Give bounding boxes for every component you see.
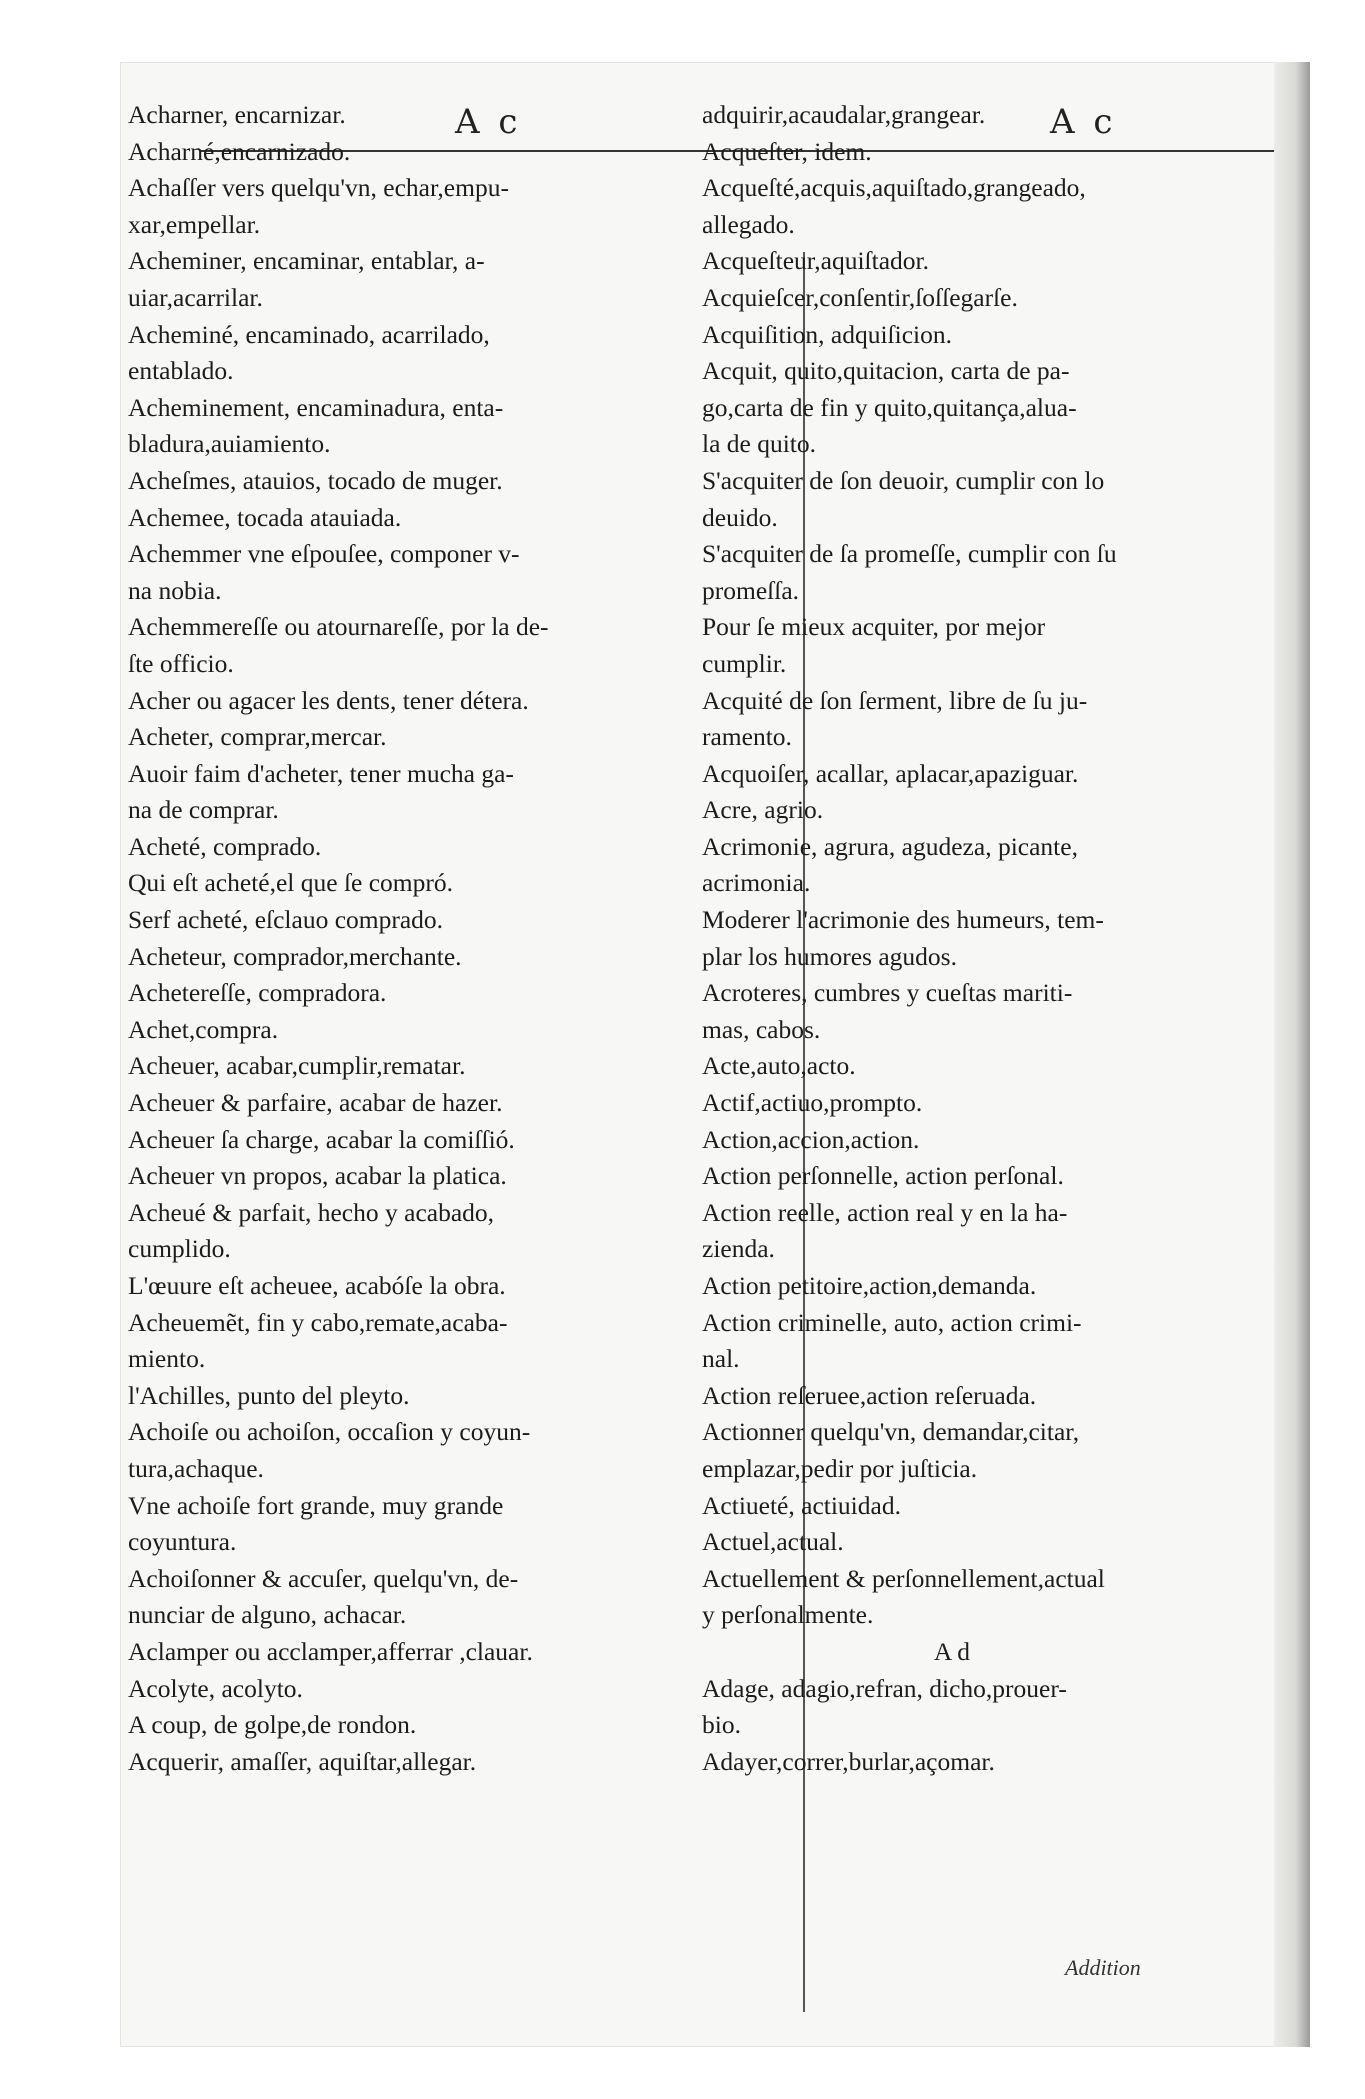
dictionary-line: entablado. (128, 356, 234, 386)
dictionary-line: Acheminer, encaminar, entablar, a- (128, 246, 485, 276)
dictionary-line: Achaſſer vers quelqu'vn, echar,empu- (128, 173, 509, 203)
dictionary-line: bladura,auiamiento. (128, 429, 331, 459)
dictionary-line: Acheué & parfait, hecho y acabado, (128, 1197, 495, 1227)
dictionary-line: Actif,actiuo,prompto. (702, 1088, 923, 1118)
dictionary-line: Actuel,actual. (702, 1527, 844, 1557)
dictionary-line: Achoiſonner & accuſer, quelqu'vn, de- (128, 1563, 519, 1593)
catchword: Addition (1065, 1955, 1141, 1980)
dictionary-line: L'œuure eſt acheuee, acabóſe la obra. (128, 1271, 506, 1300)
dictionary-line: Acharner, encarnizar. (128, 100, 346, 129)
dictionary-line: Acheté, comprado. (128, 831, 322, 861)
dictionary-line: Serf acheté, eſclauo comprado. (128, 905, 444, 935)
dictionary-line: promeſſa. (702, 575, 800, 605)
dictionary-line: allegado. (702, 209, 795, 239)
dictionary-line: Acre, agrio. (702, 795, 824, 825)
dictionary-line: Action,accion,action. (702, 1124, 920, 1154)
dictionary-line: nunciar de alguno, achacar. (128, 1600, 407, 1630)
dictionary-line: miento. (128, 1344, 206, 1374)
dictionary-line: coyuntura. (128, 1527, 237, 1557)
dictionary-line: nal. (702, 1344, 740, 1374)
dictionary-line: adquirir,acaudalar,grangear. (702, 100, 986, 129)
dictionary-line: Acquité de ſon ſerment, libre de ſu ju- (702, 685, 1088, 715)
dictionary-line: S'acquiter de ſa promeſſe, cumplir con ſu (702, 539, 1117, 569)
left-column (128, 97, 668, 1780)
dictionary-line: na de comprar. (128, 795, 279, 825)
dictionary-line: Acheteur, comprador,merchante. (128, 941, 462, 971)
dictionary-line: Adage, adagio,refran, dicho,prouer- (702, 1673, 1067, 1703)
right-column (702, 97, 1202, 1780)
dictionary-line: Acte,auto,acto. (702, 1051, 856, 1081)
dictionary-line: Acqueſter, idem. (702, 136, 872, 166)
dictionary-line: emplazar,pedir por juſticia. (702, 1453, 978, 1483)
dictionary-line: go,carta de fin y quito,quitança,alua- (702, 392, 1077, 422)
dictionary-line: Acheter, comprar,mercar. (128, 722, 387, 752)
dictionary-line: plar los humores agudos. (702, 941, 957, 971)
dictionary-line: Acquiſition, adquiſicion. (702, 319, 953, 349)
dictionary-line: Action reſeruee,action reſeruada. (702, 1380, 1037, 1410)
page-edge-shadow (1274, 62, 1310, 2047)
dictionary-line: acrimonia. (702, 868, 811, 898)
dictionary-line: y perſonalmente. (702, 1600, 874, 1630)
dictionary-line: Action perſonnelle, action perſonal. (702, 1161, 1064, 1191)
dictionary-line: Acharné,encarnizado. (128, 136, 351, 166)
dictionary-line: zienda. (702, 1234, 775, 1264)
dictionary-line: Vne achoiſe fort grande, muy grande (128, 1490, 504, 1520)
section-heading: A d (933, 1636, 971, 1666)
dictionary-line: xar,empellar. (128, 209, 261, 239)
dictionary-line: bio. (702, 1710, 741, 1740)
dictionary-line: Acheminé, encaminado, acarrilado, (128, 319, 490, 349)
dictionary-line: Adayer,correr,burlar,açomar. (702, 1746, 995, 1776)
dictionary-line: l'Achilles, punto del pleyto. (128, 1380, 410, 1410)
dictionary-line: ſte officio. (128, 648, 234, 678)
dictionary-line: Acher ou agacer les dents, tener détera. (128, 685, 529, 715)
dictionary-line: Acquerir, amaſſer, aquiſtar,allegar. (128, 1746, 477, 1776)
dictionary-line: Auoir faim d'acheter, tener mucha ga- (128, 758, 514, 788)
dictionary-line: Acroteres, cumbres y cueſtas mariti- (702, 978, 1073, 1008)
dictionary-line: la de quito. (702, 429, 817, 459)
dictionary-line: Actionner quelqu'vn, demandar,citar, (702, 1417, 1080, 1447)
dictionary-line: uiar,acarrilar. (128, 282, 263, 312)
dictionary-line: Aclamper ou acclamper,afferrar ,clauar. (128, 1636, 533, 1666)
dictionary-line: Achet,compra. (128, 1014, 279, 1044)
dictionary-line: Acheuer ſa charge, acabar la comiſſió. (128, 1124, 515, 1154)
dictionary-line: Actiueté, actiuidad. (702, 1490, 901, 1520)
dictionary-line: Moderer l'acrimonie des humeurs, tem- (702, 905, 1104, 935)
dictionary-line: Action reelle, action real y en la ha- (702, 1197, 1068, 1227)
dictionary-line: mas, cabos. (702, 1014, 821, 1044)
running-head-left: A c (455, 102, 522, 142)
dictionary-line: Acheſmes, atauios, tocado de muger. (128, 465, 503, 495)
dictionary-line: Action petitoire,action,demanda. (702, 1271, 1037, 1300)
dictionary-line: Achetereſſe, compradora. (128, 978, 387, 1008)
dictionary-line: Acheminement, encaminadura, enta- (128, 392, 504, 422)
dictionary-line: na nobia. (128, 575, 222, 605)
dictionary-line: Acolyte, acolyto. (128, 1673, 303, 1703)
running-head-right: A c (1050, 102, 1117, 142)
dictionary-line: Qui eſt acheté,el que ſe compró. (128, 868, 453, 898)
dictionary-line: Acqueſté,acquis,aquiſtado,grangeado, (702, 173, 1086, 203)
dictionary-line: Acquoiſer, acallar, aplacar,apaziguar. (702, 758, 1079, 788)
dictionary-line: Acheuer vn propos, acabar la platica. (128, 1161, 507, 1191)
dictionary-line: Acheuer & parfaire, acabar de hazer. (128, 1088, 503, 1118)
dictionary-line: Achemmer vne eſpouſee, componer v- (128, 539, 520, 569)
dictionary-line: Achoiſe ou achoiſon, occaſion y coyun- (128, 1417, 531, 1447)
dictionary-line: A coup, de golpe,de rondon. (128, 1710, 417, 1740)
dictionary-line: cumplido. (128, 1234, 231, 1264)
dictionary-line: ramento. (702, 722, 792, 752)
dictionary-line: Achemmereſſe ou atournareſſe, por la de- (128, 612, 549, 642)
dictionary-line: S'acquiter de ſon deuoir, cumplir con lo (702, 465, 1105, 495)
dictionary-line: tura,achaque. (128, 1453, 264, 1483)
dictionary-line: Acheuer, acabar,cumplir,rematar. (128, 1051, 466, 1081)
dictionary-line: Acquit, quito,quitacion, carta de pa- (702, 356, 1070, 386)
dictionary-line: deuido. (702, 502, 778, 532)
dictionary-line: Acheuemẽt, fin y cabo,remate,acaba- (128, 1307, 508, 1337)
dictionary-line: Acquieſcer,conſentir,ſoſſegarſe. (702, 282, 1018, 312)
dictionary-line: Action criminelle, auto, action crimi- (702, 1307, 1082, 1337)
dictionary-line: Achemee, tocada atauiada. (128, 502, 402, 532)
dictionary-line: Actuellement & perſonnellement,actual (702, 1563, 1105, 1593)
dictionary-line: Acqueſteur,aquiſtador. (702, 246, 929, 276)
dictionary-line: Pour ſe mieux acquiter, por mejor (702, 612, 1046, 642)
dictionary-line: cumplir. (702, 648, 787, 678)
dictionary-line: Acrimonie, agrura, agudeza, picante, (702, 831, 1078, 861)
